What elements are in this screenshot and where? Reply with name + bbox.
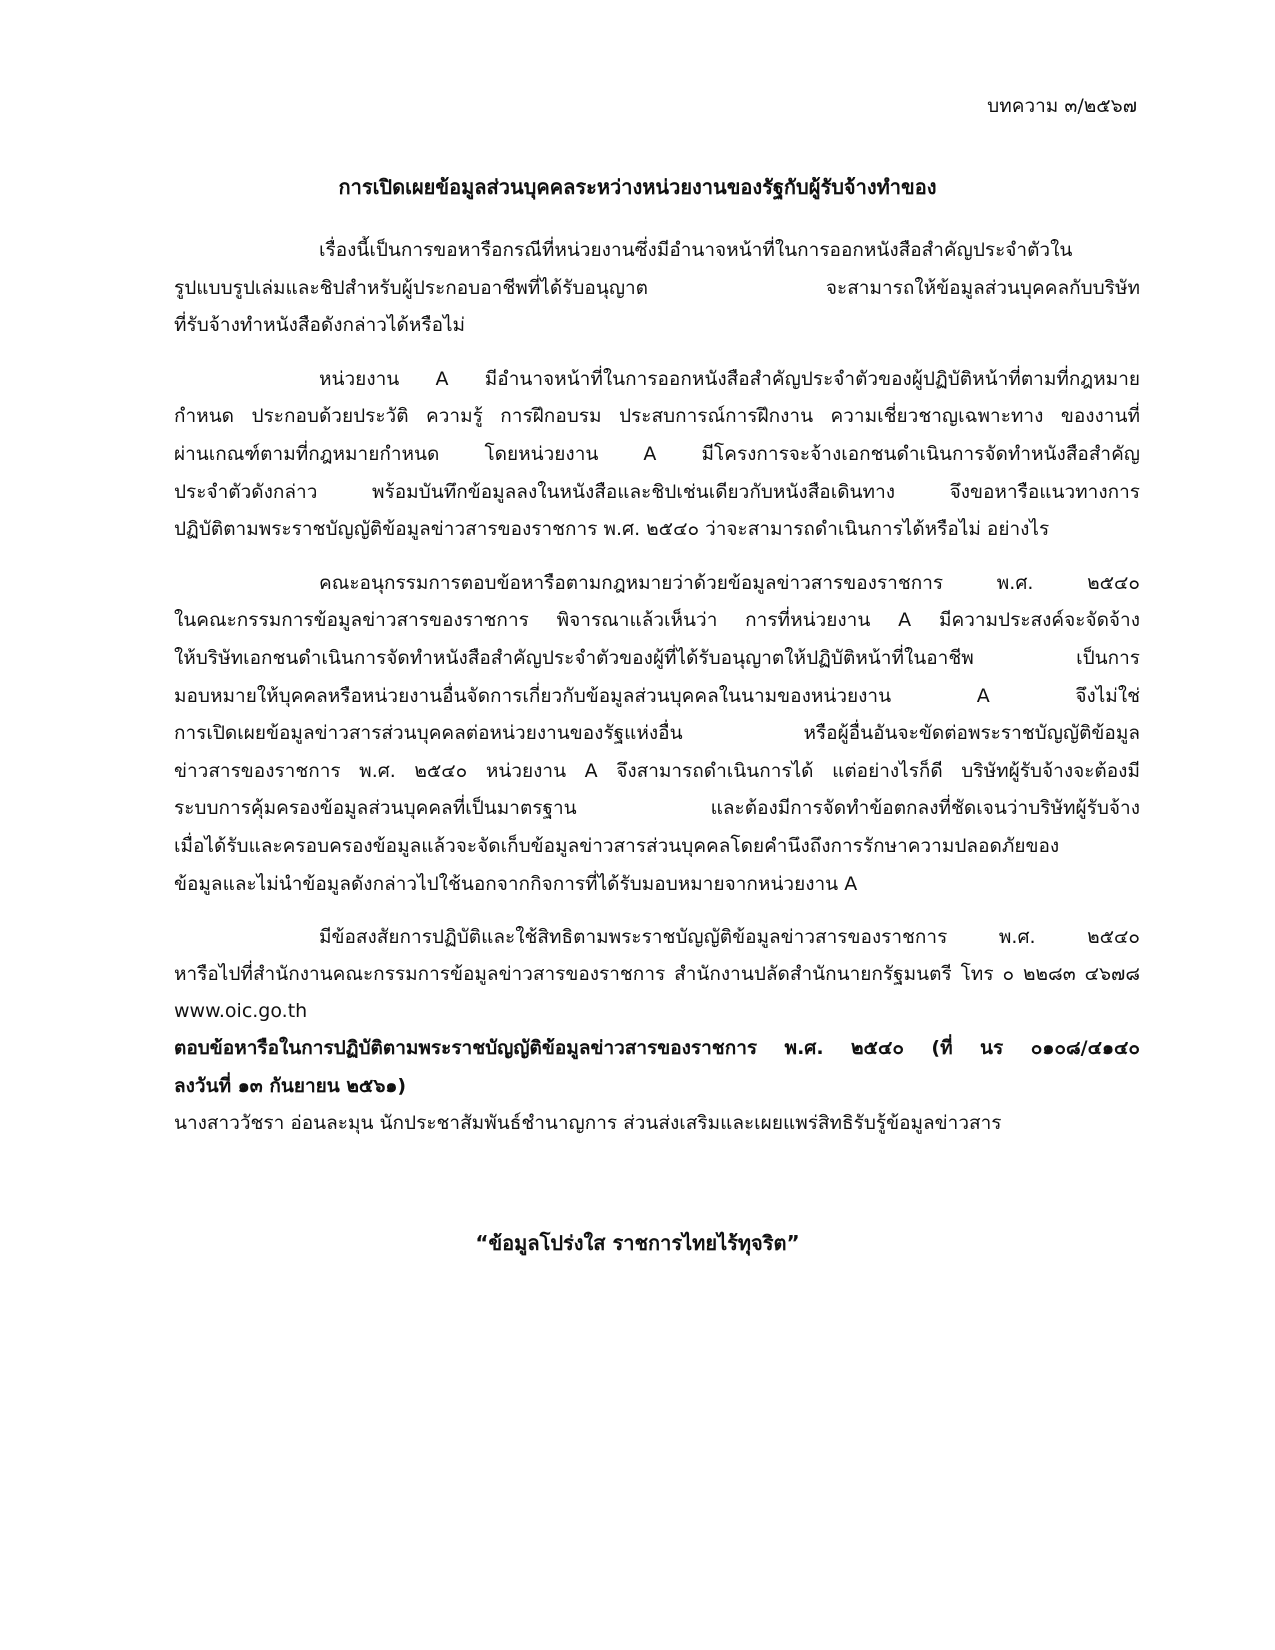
paragraph-line: เรื่องนี้เป็นการขอหารือกรณีที่หน่วยงานซึ่งมีอำนาจหน้าที่ในการออกหนังสือสำคัญประจำตัวใน xyxy=(319,239,1073,261)
author-line: นางสาววัชรา อ่อนละมุน นักประชาสัมพันธ์ชำนาญการ ส่วนส่งเสริมและเผยแพร่สิทธิรับรู้ข้อมูลข่าวสาร xyxy=(174,1112,1002,1135)
paragraph-line: ผ่านเกณฑ์ตามที่กฎหมายกำหนด โดยหน่วยงาน A มีโครงการจะจ้างเอกชนดำเนินการจัดทำหนังสือสำคัญ xyxy=(174,442,1140,465)
reference-citation xyxy=(174,1030,1140,1105)
reference-line: ลงวันที่ ๑๓ กันยายน ๒๕๖๑) xyxy=(174,1074,407,1097)
paragraph-line: ข่าวสารของราชการ พ.ศ. ๒๕๔๐ หน่วยงาน A จึงสามารถดำเนินการได้ แต่อย่างไรก็ดี บริษัทผู้รับจ้างจะต้องมี xyxy=(174,759,1140,782)
paragraph-line: การเปิดเผยข้อมูลข่าวสารส่วนบุคคลต่อหน่วยงานของรัฐแห่งอื่น หรือผู้อื่นอันจะขัดต่อพระราชบัญญัติข้อมูล xyxy=(174,722,1140,745)
paragraph-line: คณะอนุกรรมการตอบข้อหารือตามกฎหมายว่าด้วยข้อมูลข่าวสารของราชการ พ.ศ. ๒๕๔๐ xyxy=(319,571,1140,594)
paragraph-line: ประจำตัวดังกล่าว พร้อมบันทึกข้อมูลลงในหนังสือและชิปเช่นเดียวกับหนังสือเดินทาง จึงขอหารือแนวทางการ xyxy=(174,480,1140,503)
reference-line: ตอบข้อหารือในการปฏิบัติตามพระราชบัญญัติข้อมูลข่าวสารของราชการ พ.ศ. ๒๕๔๐ (ที่ นร ๐๑๐๘/๔๑๔๐ xyxy=(174,1037,1140,1060)
paragraph-line: ปฏิบัติตามพระราชบัญญัติข้อมูลข่าวสารของราชการ พ.ศ. ๒๕๔๐ ว่าจะสามารถดำเนินการได้หรือไม่ อย่างไร xyxy=(174,518,1050,541)
paragraph-line: หน่วยงาน A มีอำนาจหน้าที่ในการออกหนังสือสำคัญประจำตัวของผู้ปฏิบัติหน้าที่ตามที่กฎหมาย xyxy=(319,367,1140,390)
contact-info xyxy=(174,919,1140,1030)
paragraph-line: ให้บริษัทเอกชนดำเนินการจัดทำหนังสือสำคัญประจำตัวของผู้ที่ได้รับอนุญาตให้ปฏิบัติหน้าที่ในอาชีพ เป็นการ xyxy=(174,646,1140,669)
paragraph-inquiry xyxy=(174,232,1140,345)
paragraph-opinion xyxy=(174,565,1140,903)
paragraph-facts xyxy=(174,361,1140,549)
website-link[interactable]: www.oic.go.th xyxy=(174,1000,308,1023)
document-title: การเปิดเผยข้อมูลส่วนบุคคลระหว่างหน่วยงานของรัฐกับผู้รับจ้างทำของ xyxy=(338,175,937,199)
paragraph-line: รูปแบบรูปเล่มและชิปสำหรับผู้ประกอบอาชีพที่ได้รับอนุญาต จะสามารถให้ข้อมูลส่วนบุคคลกับบริษัท xyxy=(174,276,1140,299)
paragraph-line: ในคณะกรรมการข้อมูลข่าวสารของราชการ พิจารณาแล้วเห็นว่า การที่หน่วยงาน A มีความประสงค์จะจัดจ้าง xyxy=(174,609,1140,632)
paragraph-line: ระบบการคุ้มครองข้อมูลส่วนบุคคลที่เป็นมาตรฐาน และต้องมีการจัดทำข้อตกลงที่ชัดเจนว่าบริษัทผู้รับจ้าง xyxy=(174,797,1140,820)
contact-line: หารือไปที่สำนักงานคณะกรรมการข้อมูลข่าวสารของราชการ สำนักงานปลัดสำนักนายกรัฐมนตรี โทร ๐ ๒๒๘๓ ๔๖๗๘ xyxy=(174,963,1140,986)
author-credit xyxy=(174,1105,1140,1142)
document-number: บทความ ๓/๒๕๖๗ xyxy=(987,95,1137,117)
document-body xyxy=(174,232,1140,1142)
paragraph-line: ข้อมูลและไม่นำข้อมูลดังกล่าวไปใช้นอกจากกิจการที่ได้รับมอบหมายจากหน่วยงาน A xyxy=(174,872,858,895)
paragraph-line: ที่รับจ้างทำหนังสือดังกล่าวได้หรือไม่ xyxy=(174,314,466,337)
contact-line: มีข้อสงสัยการปฏิบัติและใช้สิทธิตามพระราชบัญญัติข้อมูลข่าวสารของราชการ พ.ศ. ๒๕๔๐ xyxy=(319,926,1140,949)
slogan: “ข้อมูลโปร่งใส ราชการไทยไร้ทุจริต” xyxy=(475,1231,800,1255)
paragraph-line: เมื่อได้รับและครอบครองข้อมูลแล้วจะจัดเก็บข้อมูลข่าวสารส่วนบุคคลโดยคำนึงถึงการรักษาความปลอดภัยของ xyxy=(174,834,1060,857)
paragraph-line: กำหนด ประกอบด้วยประวัติ ความรู้ การฝึกอบรม ประสบการณ์การฝึกงาน ความเชี่ยวชาญเฉพาะทาง ของงานที่ xyxy=(174,405,1140,428)
paragraph-line: มอบหมายให้บุคคลหรือหน่วยงานอื่นจัดการเกี่ยวกับข้อมูลส่วนบุคคลในนามของหน่วยงาน A จึงไม่ใช่ xyxy=(174,684,1140,707)
